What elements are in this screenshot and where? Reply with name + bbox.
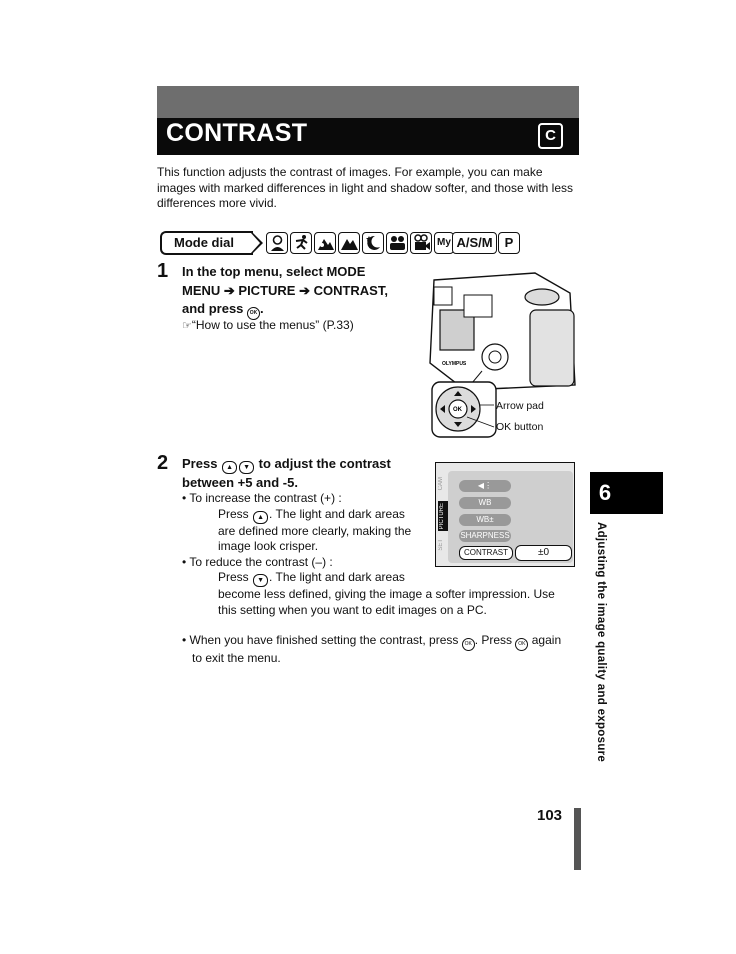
asm-mode: A/S/M xyxy=(452,232,497,254)
self-portrait-icon xyxy=(386,232,408,254)
down-button-icon: ▼ xyxy=(253,574,268,587)
intro-paragraph: This function adjusts the contrast of images. For example, you can make images with marked differences in light and shadow softer, and those with less differences more vivid. xyxy=(157,165,574,210)
ok-button-icon: OK xyxy=(515,638,528,651)
landscape-portrait-icon xyxy=(314,232,336,254)
down-button-icon: ▼ xyxy=(239,461,254,474)
step-1-number: 1 xyxy=(157,260,169,282)
page-title: CONTRAST xyxy=(166,119,308,147)
menu-item-wb-adjust: WB± xyxy=(459,514,511,526)
step-2-number: 2 xyxy=(157,452,169,474)
camera-brand: OLYMPUS xyxy=(442,361,467,367)
menu-item-wb: WB xyxy=(459,497,511,509)
chapter-number: 6 xyxy=(598,480,612,505)
reference-icon: ☞ xyxy=(182,320,192,332)
menu-item-1: ◀⋮ xyxy=(459,480,511,492)
camera-illustration xyxy=(420,265,580,445)
menu-tab-cam: CAM xyxy=(438,477,444,491)
mode-dial-label: Mode dial xyxy=(160,231,253,255)
landscape-icon xyxy=(338,232,360,254)
svg-text:OK: OK xyxy=(453,407,462,413)
menu-item-sharpness: SHARPNESS xyxy=(460,531,510,540)
night-scene-icon xyxy=(362,232,384,254)
movie-icon xyxy=(410,232,432,254)
page-number: 103 xyxy=(537,807,563,824)
header-band xyxy=(157,86,579,118)
arrow-pad-callout: Arrow pad xyxy=(496,400,544,412)
menu-tab-set: SET xyxy=(438,539,444,551)
my-mode-icon: My xyxy=(434,232,454,254)
ok-button-icon: OK xyxy=(462,638,475,651)
up-button-icon: ▲ xyxy=(222,461,237,474)
step-1-text: In the top menu, select MODE MENU ➔ PICTURE ➔ CONTRAST, and press OK . xyxy=(182,263,432,320)
up-button-icon: ▲ xyxy=(253,511,268,524)
step-2-details: • To increase the contrast (+) : Press ▲ . The light and dark areas are defined more clearly, making the image look crisper. • To reduce the contrast (–) : Press ▼ . The light and dark areas become less defined, giving the image a softer impression. Use this setting when you want to edit images on a PC. • When you have finished setting the contrast, press OK . Press OK again to exit the menu. xyxy=(182,491,562,665)
contrast-value: ±0 xyxy=(515,545,572,561)
page-number-bar xyxy=(574,808,581,870)
sports-icon xyxy=(290,232,312,254)
menu-reference: ☞“How to use the menus” (P.33) xyxy=(182,318,354,332)
portrait-icon xyxy=(266,232,288,254)
program-mode: P xyxy=(498,232,520,254)
contrast-icon: C xyxy=(538,123,563,149)
ok-button-icon: OK xyxy=(247,307,260,320)
step-2-text: Press ▲ ▼ to adjust the contrast between +5 and -5. xyxy=(182,456,391,490)
ok-button-callout: OK button xyxy=(496,421,544,433)
chapter-title: Adjusting the image quality and exposure xyxy=(595,522,607,763)
menu-tab-picture: PICTURE xyxy=(439,503,445,530)
menu-item-contrast: CONTRAST xyxy=(459,546,513,560)
